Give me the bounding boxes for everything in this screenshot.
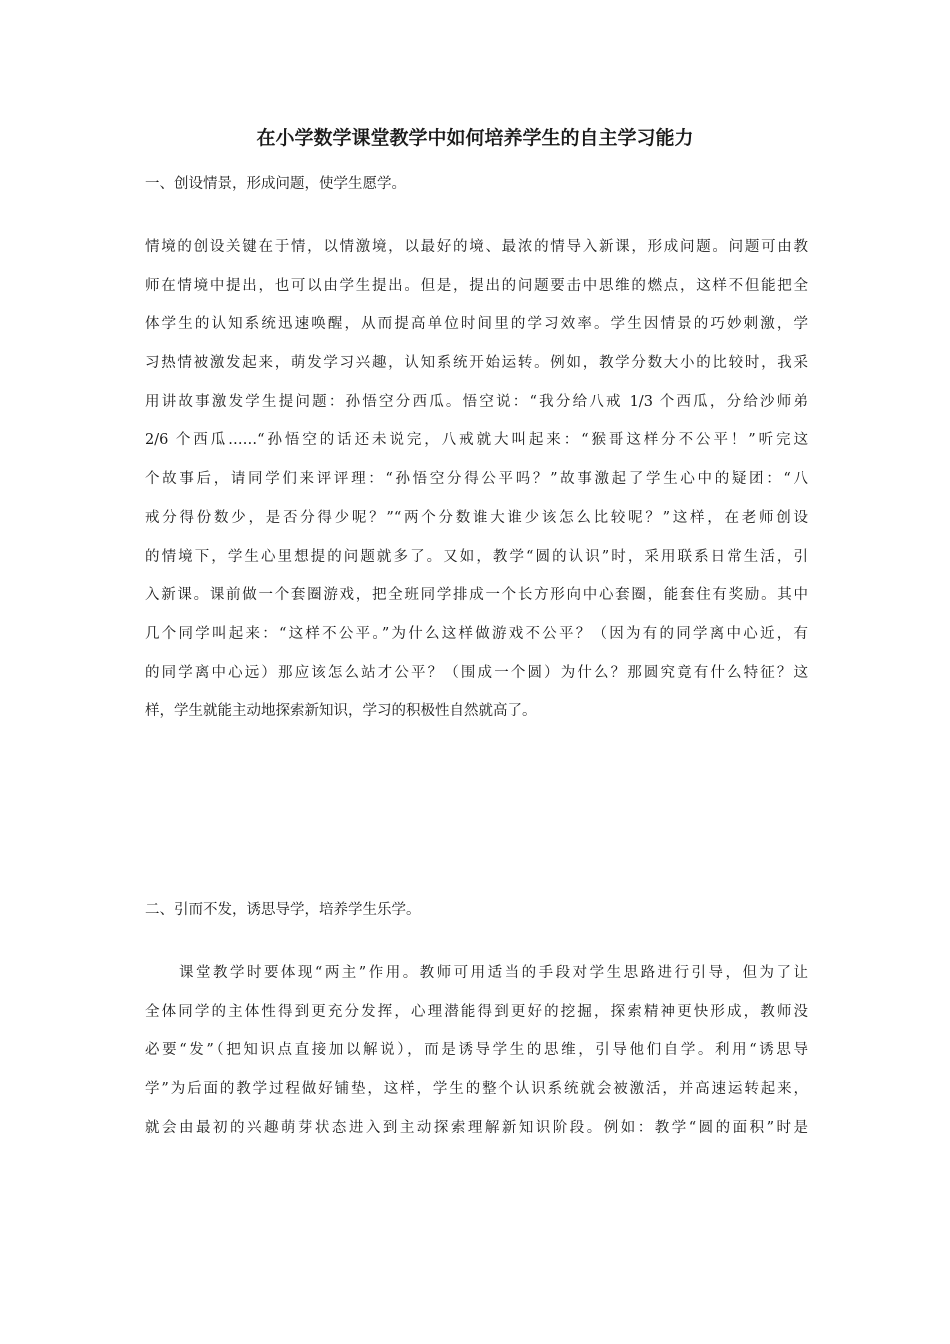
paragraph-line: 用讲故事激发学生提问题：孙悟空分西瓜。悟空说：“我分给八戒 1/3 个西瓜，分给沙师弟 [145, 393, 808, 410]
paragraph-line: 学”为后面的教学过程做好铺垫，这样，学生的整个认识系统就会被激活，并高速运转起来， [145, 1081, 808, 1098]
paragraph-line: 个故事后，请同学们来评评理：“孙悟空分得公平吗？”故事激起了学生心中的疑团：“八 [145, 471, 808, 488]
paragraph-line: 戒分得份数少，是否分得少呢？”“两个分数谁大谁少该怎么比较呢？”这样，在老师创设 [145, 509, 808, 526]
paragraph-line: 习热情被激发起来，萌发学习兴趣，认知系统开始运转。例如，教学分数大小的比较时，我采 [145, 355, 808, 372]
paragraph-line: 入新课。课前做一个套圈游戏，把全班同学排成一个长方形向中心套圈，能套住有奖励。其中 [145, 587, 808, 604]
paragraph-line: 2/6 个西瓜……“孙悟空的话还未说完，八戒就大叫起来：“猴哥这样分不公平！”听完这 [145, 432, 808, 449]
document-title: 在小学数学课堂教学中如何培养学生的自主学习能力 [256, 127, 694, 149]
paragraph-line: 的情境下，学生心里想提的问题就多了。又如，教学“圆的认识”时，采用联系日常生活，引 [145, 548, 808, 565]
paragraph-line: 全体同学的主体性得到更充分发挥，心理潜能得到更好的挖掘，探索精神更快形成，教师没 [145, 1003, 808, 1020]
section-1-heading: 一、创设情景，形成问题，使学生愿学。 [145, 176, 406, 192]
paragraph-line: 的同学离中心远）那应该怎么站才公平？（围成一个圆）为什么？那圆究竟有什么特征？这 [145, 664, 808, 681]
section-1-paragraph [145, 228, 808, 731]
paragraph-line: 就会由最初的兴趣萌芽状态进入到主动探索理解新知识阶段。例如：教学“圆的面积”时是 [145, 1119, 808, 1136]
paragraph-line: 课堂教学时要体现“两主”作用。教师可用适当的手段对学生思路进行引导，但为了让 [145, 965, 808, 981]
paragraph-line: 几个同学叫起来：“这样不公平。”为什么这样做游戏不公平？（因为有的同学离中心近，有 [145, 625, 808, 642]
section-2-paragraph [145, 954, 808, 1147]
section-2-heading: 二、引而不发，诱思导学，培养学生乐学。 [145, 902, 421, 918]
paragraph-line: 样，学生就能主动地探索新知识，学习的积极性自然就高了。 [145, 703, 537, 720]
paragraph-line: 师在情境中提出，也可以由学生提出。但是，提出的问题要击中思维的燃点，这样不但能把全 [145, 277, 808, 294]
paragraph-line: 必要“发”（把知识点直接加以解说），而是诱导学生的思维，引导他们自学。利用“诱思导 [145, 1042, 808, 1059]
paragraph-line: 情境的创设关键在于情，以情激境，以最好的境、最浓的情导入新课，形成问题。问题可由教 [145, 239, 808, 255]
paragraph-line: 体学生的认知系统迅速唤醒，从而提高单位时间里的学习效率。学生因情景的巧妙刺激，学 [145, 316, 808, 333]
